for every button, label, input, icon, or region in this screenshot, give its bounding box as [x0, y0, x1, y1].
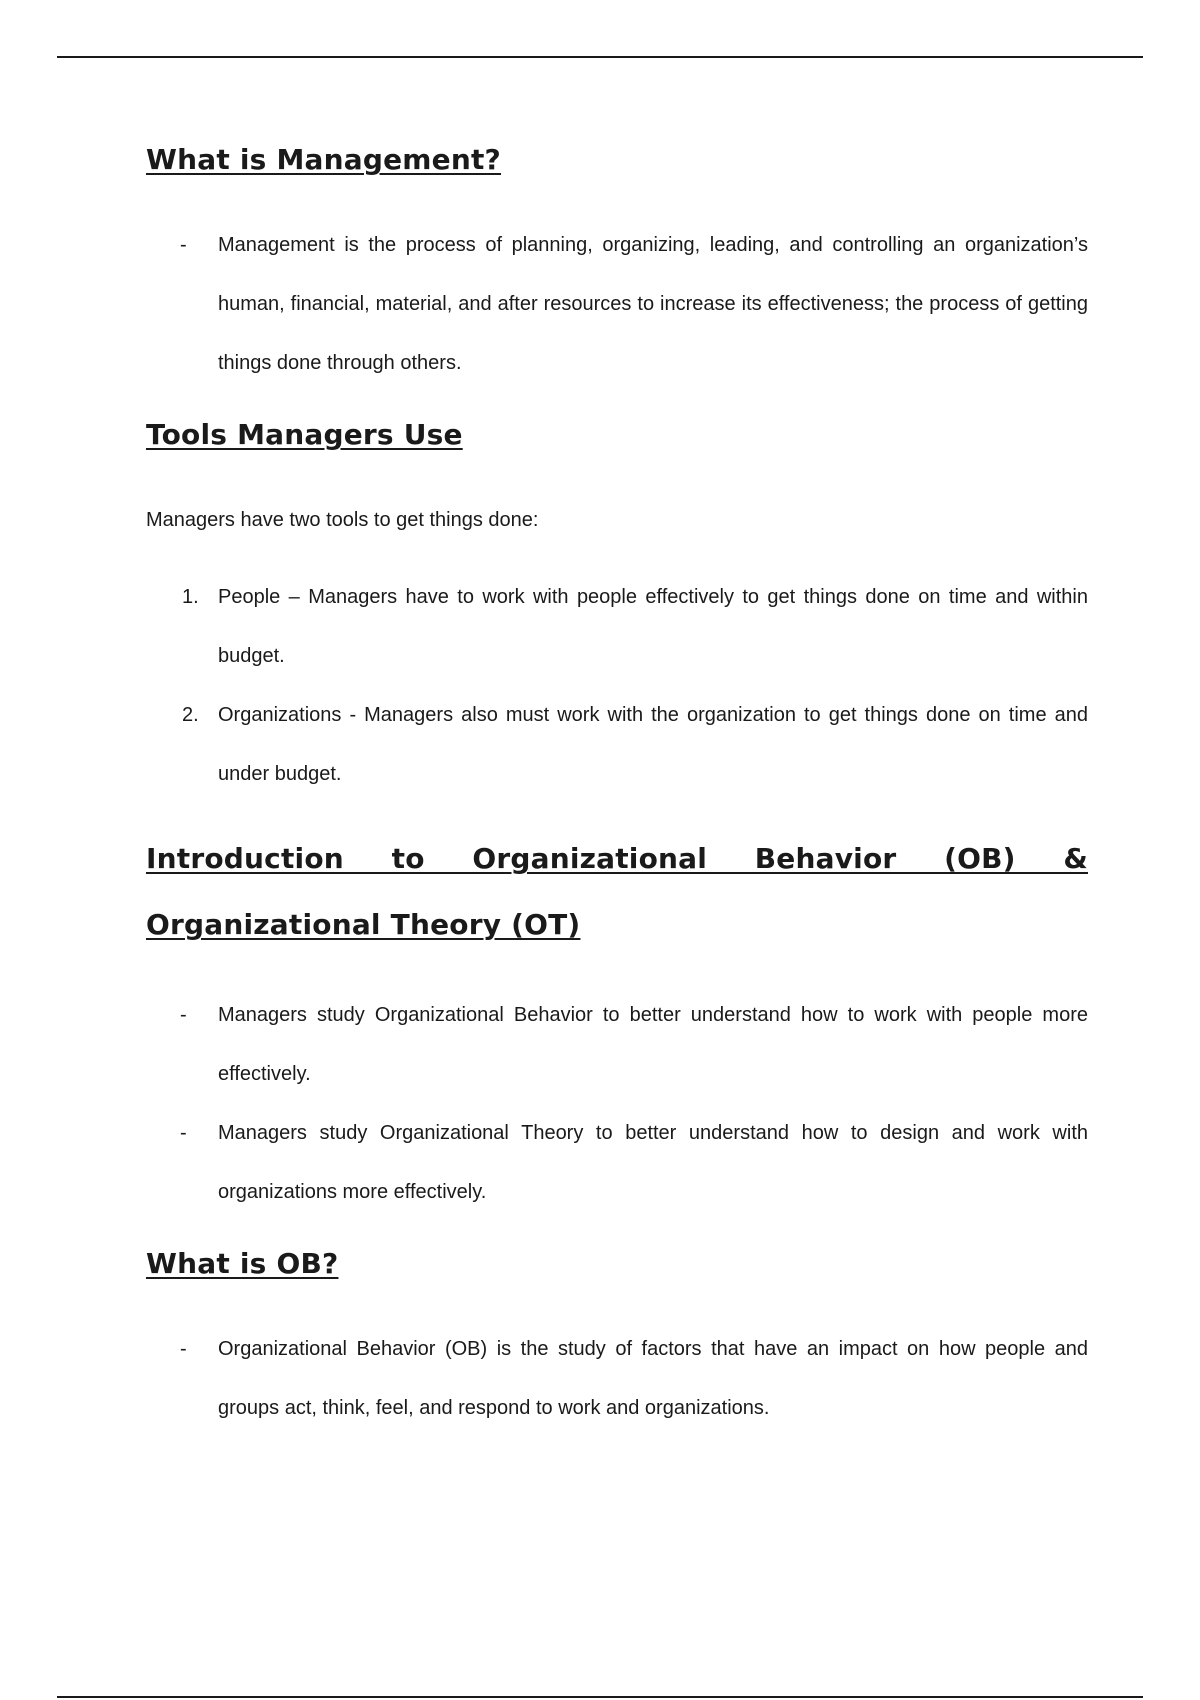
tools-numbered-list — [146, 568, 1088, 804]
heading-intro-ob-ot: Introduction to Organizational Behavior (OB) & Organizational Theory (OT) — [146, 842, 1088, 941]
dash-bullet: - — [180, 1004, 187, 1026]
ob-bullet-list — [146, 1320, 1088, 1438]
list-item-text: Managers study Organizational Theory to better understand how to design and work with organizations more effectively. — [218, 1122, 1088, 1203]
list-item-text: Managers study Organizational Behavior to better understand how to work with people more effectively. — [218, 1004, 1088, 1085]
dash-bullet: - — [180, 1122, 187, 1144]
list-item — [146, 686, 1088, 804]
dash-bullet: - — [180, 234, 187, 256]
list-item — [146, 568, 1088, 686]
list-item-text: Management is the process of planning, organizing, leading, and controlling an organization’s human, financial, material, and after resources to increase its effectiveness; the process of getting things done through others. — [218, 234, 1088, 374]
list-item-text: Organizations - Managers also must work with the organization to get things done on time and under budget. — [218, 704, 1088, 785]
page-bottom-rule — [57, 1696, 1143, 1698]
heading-tools-managers-use: Tools Managers Use — [146, 418, 463, 451]
heading-what-is-ob: What is OB? — [146, 1247, 339, 1280]
list-item — [146, 1104, 1088, 1222]
list-item-text: People – Managers have to work with people effectively to get things done on time and within budget. — [218, 586, 1088, 667]
document-body — [146, 140, 1088, 1438]
intro-bullet-list — [146, 986, 1088, 1222]
list-item — [146, 1320, 1088, 1438]
page-top-rule — [57, 56, 1143, 58]
tools-intro-paragraph: Managers have two tools to get things done: — [146, 509, 539, 531]
list-item — [146, 986, 1088, 1104]
list-number: 1. — [182, 586, 199, 608]
management-bullet-list — [146, 216, 1088, 393]
dash-bullet: - — [180, 1338, 187, 1360]
list-item-text: Organizational Behavior (OB) is the study of factors that have an impact on how people and groups act, think, feel, and respond to work and organizations. — [218, 1338, 1088, 1419]
heading-what-is-management: What is Management? — [146, 143, 502, 176]
list-item — [146, 216, 1088, 393]
list-number: 2. — [182, 704, 199, 726]
